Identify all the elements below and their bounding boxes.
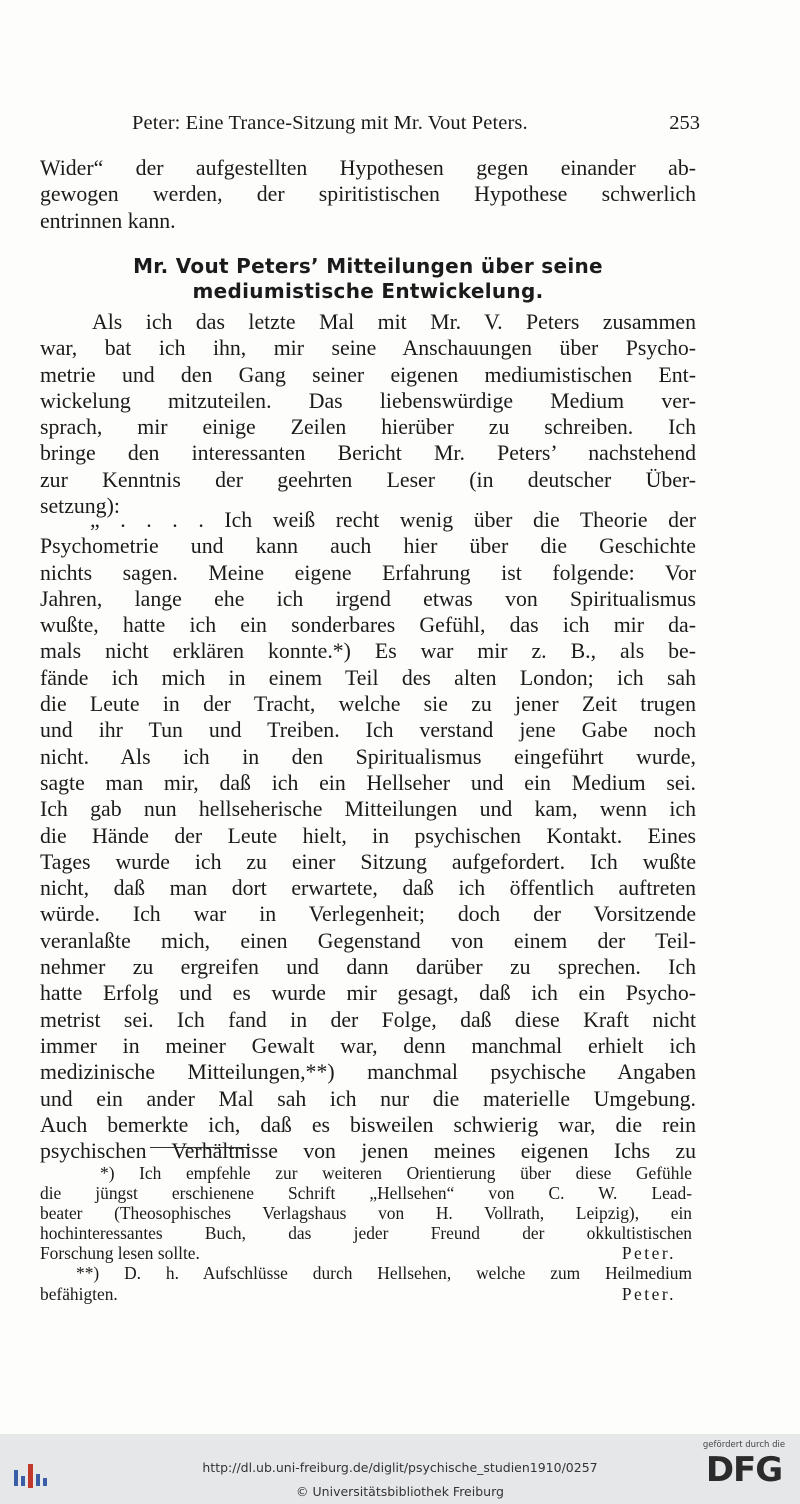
viewer-footer	[0, 1434, 800, 1504]
section-heading-line: mediumistische Entwickelung.	[192, 279, 544, 303]
text-line: hatte Erfolg und es wurde mir gesagt, daß ich ein Psycho-	[40, 981, 696, 1006]
text-line: metrist sei. Ich fand in der Folge, daß diese Kraft nicht	[40, 1007, 696, 1032]
text-line: die Hände der Leute hielt, in psychischen Kontakt. Eines	[40, 823, 696, 848]
text-line: Auch bemerkte ich, daß es bisweilen schwierig war, die rein	[40, 1112, 696, 1137]
text-line: entrinnen kann.	[40, 208, 176, 233]
text-line: Psychometrie und kann auch hier über die Geschichte	[40, 534, 696, 559]
text-line: nichts sagen. Meine eigene Erfahrung ist folgende: Vor	[40, 560, 696, 585]
text-line: gewogen werden, der spiritistischen Hypothese schwerlich	[40, 182, 696, 207]
footnote-line	[40, 1284, 692, 1304]
dfg-logo	[698, 1440, 790, 1500]
paragraph-letter	[40, 507, 696, 1164]
intro-text	[40, 155, 696, 234]
text-line: „ . . . . Ich weiß recht wenig über die Theorie der	[90, 508, 696, 532]
text-line: Jahren, lange ehe ich irgend etwas von Spiritualismus	[40, 586, 696, 611]
text-line: medizinische Mitteilungen,**) manchmal psychische Angaben	[40, 1060, 696, 1085]
footnote-line: hochinteressantes Buch, das jeder Freund der okkultistischen	[40, 1223, 692, 1244]
text-line: immer in meiner Gewalt war, denn manchmal erhielt ich	[40, 1033, 696, 1058]
text-line: metrie und den Gang seiner eigenen mediumistischen Ent-	[40, 362, 696, 387]
footnote-line: *) Ich empfehle zur weiteren Orientierung über diese Gefühle	[100, 1163, 692, 1183]
section-heading	[40, 254, 696, 304]
page-number: 253	[669, 112, 700, 134]
text-line: Tages wurde ich zu einer Sitzung aufgefordert. Ich wußte	[40, 849, 696, 874]
text-line: setzung):	[40, 494, 120, 519]
text-line: Als ich das letzte Mal mit Mr. V. Peters zusammen	[92, 310, 696, 334]
text-line: nehmer zu ergreifen und dann darüber zu sprechen. Ich	[40, 955, 696, 980]
footnote-text: Forschung lesen sollte.	[40, 1243, 200, 1264]
text-line: nicht. Als ich in den Spiritualismus eingeführt wurde,	[40, 744, 696, 769]
text-line: fände ich mich in einem Teil des alten London; ich sah	[40, 665, 696, 690]
paragraph-intro	[40, 309, 696, 519]
funder-caption: gefördert durch die	[702, 1440, 786, 1450]
text-line: und ihr Tun und Treiben. Ich verstand jene Gabe noch	[40, 718, 696, 743]
footnote-line	[40, 1243, 692, 1263]
text-line: würde. Ich war in Verlegenheit; doch der Vorsitzende	[40, 902, 696, 927]
text-line: bringe den interessanten Bericht Mr. Peters’ nachstehend	[40, 441, 696, 466]
text-line: nicht, daß man dort erwartete, daß ich öffentlich auftreten	[40, 876, 696, 901]
text-line: psychischen Verhältnisse von jenen meines eigenen Ichs zu	[40, 1139, 696, 1164]
text-line: sprach, mir einige Zeilen hierüber zu schreiben. Ich	[40, 415, 696, 440]
footnote-line: die jüngst erschienene Schrift „Hellsehen“ von C. W. Lead-	[40, 1183, 692, 1204]
footnote-signature: Peter.	[621, 1243, 676, 1264]
footnote-line: beater (Theosophisches Verlagshaus von H. Vollrath, Leipzig), ein	[40, 1203, 692, 1224]
text-line: und ein ander Mal sah ich nur die materielle Umgebung.	[40, 1086, 696, 1111]
footnote-signature: Peter.	[621, 1283, 676, 1304]
text-line: veranlaßte mich, einen Gegenstand von einem der Teil-	[40, 928, 696, 953]
running-title: Peter: Eine Trance-Sitzung mit Mr. Vout Peters.	[132, 112, 528, 134]
text-line: wickelung mitzuteilen. Das liebenswürdige Medium ver-	[40, 388, 696, 413]
text-line: zur Kenntnis der geehrten Leser (in deutscher Über-	[40, 467, 696, 492]
text-line: Ich gab nun hellseherische Mitteilungen und kam, wenn ich	[40, 797, 696, 822]
dfg-logo-text: DFG	[705, 1450, 783, 1490]
section-heading-line: Mr. Vout Peters’ Mitteilungen über seine	[133, 254, 603, 278]
footnotes	[40, 1163, 692, 1304]
text-line: die Leute in der Tracht, welche sie zu jener Zeit trugen	[40, 692, 696, 717]
footnote-line: **) D. h. Aufschlüsse durch Hellsehen, welche zum Heilmedium	[76, 1263, 692, 1284]
text-line: sagte man mir, daß ich ein Hellseher und ein Medium sei.	[40, 770, 696, 795]
text-line: wußte, hatte ich ein sonderbares Gefühl, das ich mir da-	[40, 613, 696, 638]
text-line: mals nicht erklären konnte.*) Es war mir z. B., als be-	[40, 639, 696, 664]
text-line: Wider“ der aufgestellten Hypothesen gegen einander ab-	[40, 156, 696, 180]
footnote-text: befähigten.	[40, 1283, 118, 1304]
copyright-text: © Universitätsbibliothek Freiburg	[296, 1484, 504, 1499]
permalink[interactable]: http://dl.ub.uni-freiburg.de/diglit/psychische_studien1910/0257	[202, 1460, 598, 1475]
running-header	[40, 112, 700, 142]
text-line: war, bat ich ihn, mir seine Anschauungen über Psycho-	[40, 336, 696, 361]
footnote-separator	[150, 1147, 250, 1148]
